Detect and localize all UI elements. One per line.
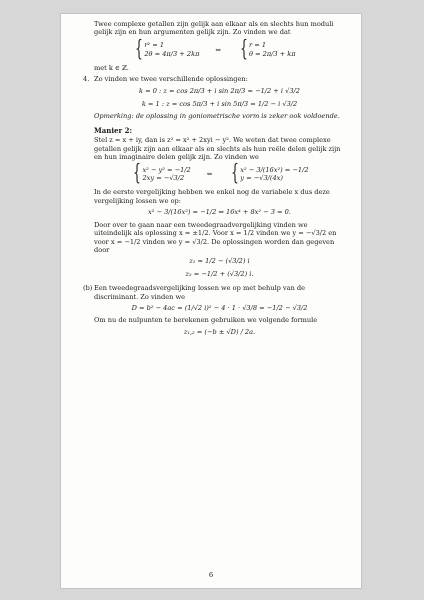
- discriminant-equation: D = b² − 4ac = (1/√2 i)² − 4 · 1 · √3/8 = −1/2 − √3/2: [131, 303, 308, 312]
- item-b-label: (b): [83, 284, 93, 293]
- item-b: [83, 284, 345, 340]
- method-2-paragraph-2: In de eerste vergelijking hebben we enkel nog de variabele x dus deze vergelijking lossen we op:: [94, 188, 330, 205]
- document-page: [61, 14, 361, 588]
- page-content: [83, 20, 345, 340]
- solution-k0: k = 0 : z = cos 2π/3 + i sin 2π/3 = −1/2 + i √3/2: [139, 86, 300, 95]
- system-left: [144, 41, 199, 58]
- page-number: 6: [208, 571, 214, 579]
- item-b-text-2: Om nu de nulpunten te berekenen gebruiken we volgende formule: [94, 316, 318, 325]
- system-right-row-2: θ = 2π/3 + kπ: [248, 49, 296, 58]
- solution-k1: k = 1 : z = cos 5π/3 + i sin 5π/3 = 1/2 − i √3/2: [141, 100, 298, 109]
- modulus-argument-system: [83, 36, 345, 62]
- z-solutions: [94, 257, 345, 278]
- item-4-text: Zo vinden we twee verschillende oplossingen:: [94, 75, 248, 84]
- equivalence-arrow: ⇔: [215, 45, 221, 54]
- method-2-paragraph-1: Stel z = x + iy, dan is z² = x² + 2xyi − y². We weten dat twee complexe getallen gelijk zijn aan elkaar als en slechts als hun reële delen gelijk zijn en hun imaginaire delen gelijk zijn. Zo vinden we: [94, 136, 341, 162]
- intro-paragraph: Twee complexe getallen zijn gelijk aan elkaar als en slechts hun moduli gelijk zijn en hun argumenten gelijk zijn. Zo vinden we dat: [94, 20, 334, 37]
- quartic-equation: x² − 3/(16x²) = −1/2 ⇔ 16x⁴ + 8x² − 3 = 0.: [148, 208, 291, 217]
- solutions-block: [94, 87, 345, 109]
- item-4: [83, 75, 345, 282]
- system-right: [249, 41, 296, 58]
- left-brace-2: {: [133, 161, 142, 187]
- system-left-row-2: 2θ = 4π/3 + 2kπ: [144, 49, 200, 58]
- item-4-label: 4.: [83, 75, 90, 84]
- quadratic-formula: z₁,₂ = (−b ± √D) / 2a.: [183, 327, 256, 336]
- item-b-text: Een tweedegraadsvergelijking lossen we op met behulp van de discriminant. Zo vinden we: [94, 284, 306, 301]
- real-imag-right-row-1: x² − 3/(16x²) = −1/2: [240, 166, 309, 175]
- real-imag-right: [240, 166, 308, 183]
- real-imag-left: [142, 166, 190, 183]
- z1-solution: z₁ = 1/2 − (√3/2) i: [189, 257, 250, 266]
- method-2-paragraph-3: Door over te gaan naar een tweedegraadvergelijking vinden we uiteindelijk als oplossing x = ±1/2. Voor x = 1/2 vinden we y = −√3/2 en voor x = −1/2 vinden we y = √3/2. De oplossingen worden dan gegeven door: [94, 220, 337, 254]
- z2-solution: z₂ = −1/2 + (√3/2) i.: [185, 269, 254, 278]
- right-brace-2: {: [231, 161, 240, 187]
- real-imag-system: [94, 161, 345, 187]
- remark: Opmerking: de oplossing in goniometrische vorm is zeker ook voldoende.: [94, 112, 340, 121]
- system-left-row-1: r² = 1: [144, 41, 165, 50]
- system-right-row-1: r = 1: [248, 41, 267, 50]
- real-imag-left-row-2: 2xy = −√3/2: [142, 174, 185, 183]
- right-brace: {: [240, 36, 248, 62]
- real-imag-right-row-2: y = −√3/(4x): [240, 174, 283, 183]
- equivalence-arrow-2: ⇔: [206, 170, 213, 179]
- real-imag-left-row-1: x² − y² = −1/2: [142, 166, 191, 175]
- method-2-heading: Manier 2:: [94, 125, 133, 135]
- k-integer-note: met k ∈ ℤ.: [94, 63, 129, 72]
- left-brace: {: [135, 36, 144, 62]
